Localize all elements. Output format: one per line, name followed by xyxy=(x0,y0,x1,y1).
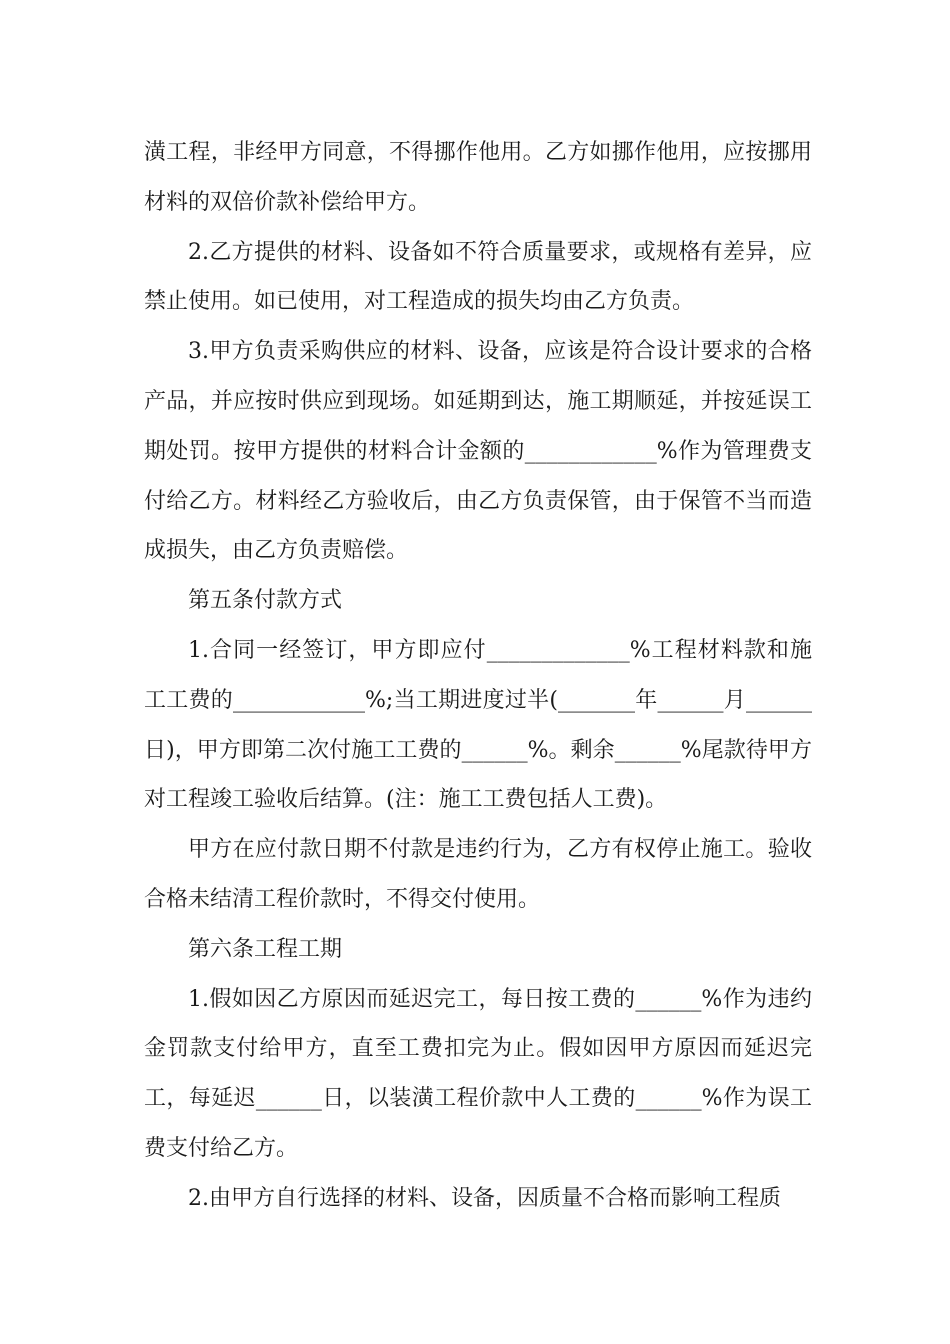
section-heading-payment: 第五条付款方式 xyxy=(188,588,343,614)
paragraph-clause-2-materials: 2.乙方提供的材料、设备如不符合质量要求，或规格有差异，应禁止使用。如已使用，对工程造成的损失均由乙方负责。 xyxy=(144,239,812,315)
paragraph-payment-clause-1: 1.合同一经签订，甲方即应付_____________%工程材料款和施工工费的____________%;当工期进度过半(_______年______月______日)，甲方即第二次付施工工费的______%。剩余______%尾款待甲方对工程竣工验收后结算。(注：施工工费包括人工费)。 xyxy=(144,637,812,813)
paragraph-schedule-clause-2: 2.由甲方自行选择的材料、设备，因质量不合格而影响工程质 xyxy=(188,1185,781,1211)
paragraph-clause-3-materials: 3.甲方负责采购供应的材料、设备，应该是符合设计要求的合格产品，并应按时供应到现场。如延期到达，施工期顺延，并按延误工期处罚。按甲方提供的材料合计金额的____________%作为管理费支付给乙方。材料经乙方验收后，由乙方负责保管，由于保管不当而造成损失，由乙方负责赔偿。 xyxy=(144,339,812,564)
paragraph-schedule-clause-1: 1.假如因乙方原因而延迟完工，每日按工费的______%作为违约金罚款支付给甲方，直至工费扣完为止。假如因甲方原因而延迟完工，每延迟______日，以装潢工程价款中人工费的______%作为误工费支付给乙方。 xyxy=(144,986,812,1161)
paragraph-payment-default: 甲方在应付款日期不付款是违约行为，乙方有权停止施工。验收合格未结清工程价款时，不得交付使用。 xyxy=(144,837,812,912)
paragraph-material-misuse: 潢工程，非经甲方同意，不得挪作他用。乙方如挪作他用，应按挪用材料的双倍价款补偿给甲方。 xyxy=(144,140,812,215)
section-heading-schedule: 第六条工程工期 xyxy=(188,936,343,962)
document-page xyxy=(144,128,812,1224)
